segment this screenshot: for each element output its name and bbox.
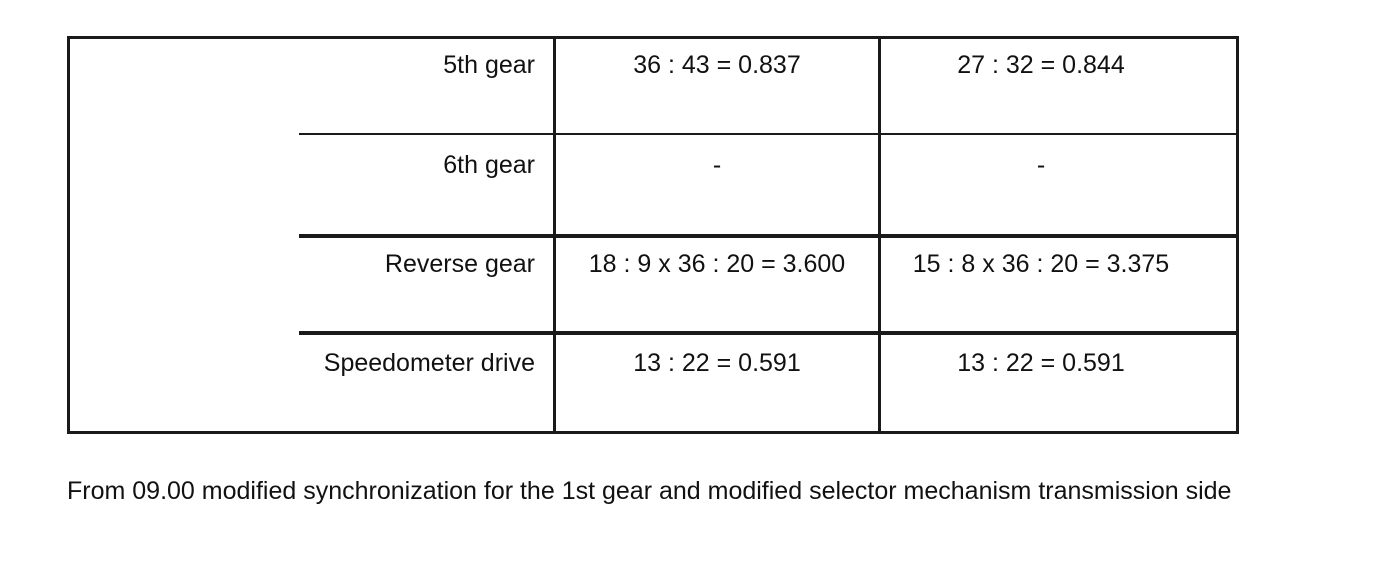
gear-ratio-table [67,36,1239,434]
row-label-6th-gear: 6th gear [443,151,535,179]
ratio-cell: - [712,151,722,179]
row-label-5th-gear: 5th gear [443,51,535,79]
ratio-cell: 13 : 22 = 0.591 [957,349,1125,377]
row-divider [299,133,1239,135]
row-label-reverse-gear: Reverse gear [384,250,535,278]
modification-note: From 09.00 modified synchronization for the 1st gear and modified selector mechanism transmission side [67,477,1232,505]
row-divider [299,331,1239,335]
ratio-cell: 18 : 9 x 36 : 20 = 3.600 [588,250,846,278]
ratio-cell: 15 : 8 x 36 : 20 = 3.375 [912,250,1170,278]
ratio-cell: - [1036,151,1046,179]
ratio-cell: 27 : 32 = 0.844 [957,51,1125,79]
row-label-speedometer-drive: Speedometer drive [323,349,535,377]
row-divider [299,234,1239,238]
ratio-cell: 36 : 43 = 0.837 [633,51,801,79]
ratio-cell: 13 : 22 = 0.591 [633,349,801,377]
